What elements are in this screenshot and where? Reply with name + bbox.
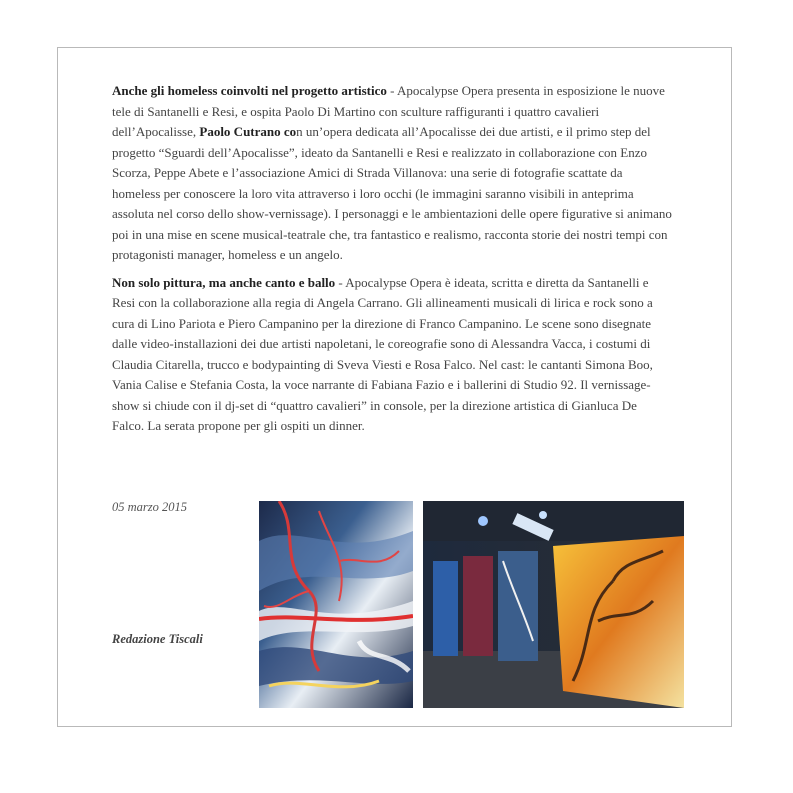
article-date: 05 marzo 2015 bbox=[112, 500, 188, 514]
abstract-painting-image bbox=[259, 501, 413, 708]
paragraph-1 bbox=[112, 81, 672, 266]
paragraph-1-heading: Anche gli homeless coinvolti nel progetto artistico bbox=[112, 83, 387, 98]
article-body bbox=[112, 81, 672, 444]
article-author: Redazione Tiscali bbox=[112, 632, 203, 646]
exhibition-photo-image bbox=[423, 501, 684, 708]
paragraph-1-text-b: n un’opera dedicata all’Apocalisse dei due artisti, e il primo step del progetto “Sguardi dell’Apocalisse”, ideato da Santanelli e Resi e realizzato in collaborazione con Enzo Scorza, Peppe Abete e l’associazione Amici di Strada Villanova: una serie di fotografie scattate da homeless per conoscere la loro vita attraverso i loro occhi (le immagini saranno visibili in anteprima assoluta nel corso dello show-vernissage). I personaggi e le ambientazioni delle opere figurative si animano poi in una mise en scene musical-teatrale che, tra fantastico e realismo, racconta storie dei nostri tempi con protagonisti manager, homeless e un angelo. bbox=[112, 124, 672, 262]
paragraph-2 bbox=[112, 273, 672, 437]
paragraph-1-bold-name: Paolo Cutrano co bbox=[199, 124, 297, 139]
abstract-painting-graphic bbox=[259, 501, 413, 708]
exhibition-photo-graphic bbox=[423, 501, 684, 708]
paragraph-1-text-a: - Apocalypse Opera presenta in esposizione le nuove tele di Santanelli e Resi, e ospita Paolo Di Martino con sculture raffiguranti i quattro cavalieri dell’Apocalisse, bbox=[112, 83, 665, 139]
paragraph-2-heading: Non solo pittura, ma anche canto e ballo bbox=[112, 274, 336, 290]
document-page bbox=[57, 47, 732, 727]
paragraph-2-text: - Apocalypse Opera è ideata, scritta e diretta da Santanelli e Resi con la collaborazione alla regia di Angela Carrano. Gli allineamenti musicali di lirica e rock sono a cura di Lino Pariota e Piero Campanino per la direzione di Franco Campanino. Le scene sono disegnate dalle video-installazioni dei due artisti napoletani, le coreografie sono di Alessandra Vacca, i costumi di Claudia Citarella, trucco e bodypainting di Sveva Viesti e Rosa Falco. Nel cast: le cantanti Simona Boo, Vania Calise e Stefania Costa, la voce narrante di Fabiana Fazio e i ballerini di Studio 92. Il vernissage-show si chiude con il dj-set di “quattro cavalieri” in console, per la direzione artistica di Gianluca De Falco. La serata propone per gli ospiti un dinner. bbox=[112, 274, 653, 433]
